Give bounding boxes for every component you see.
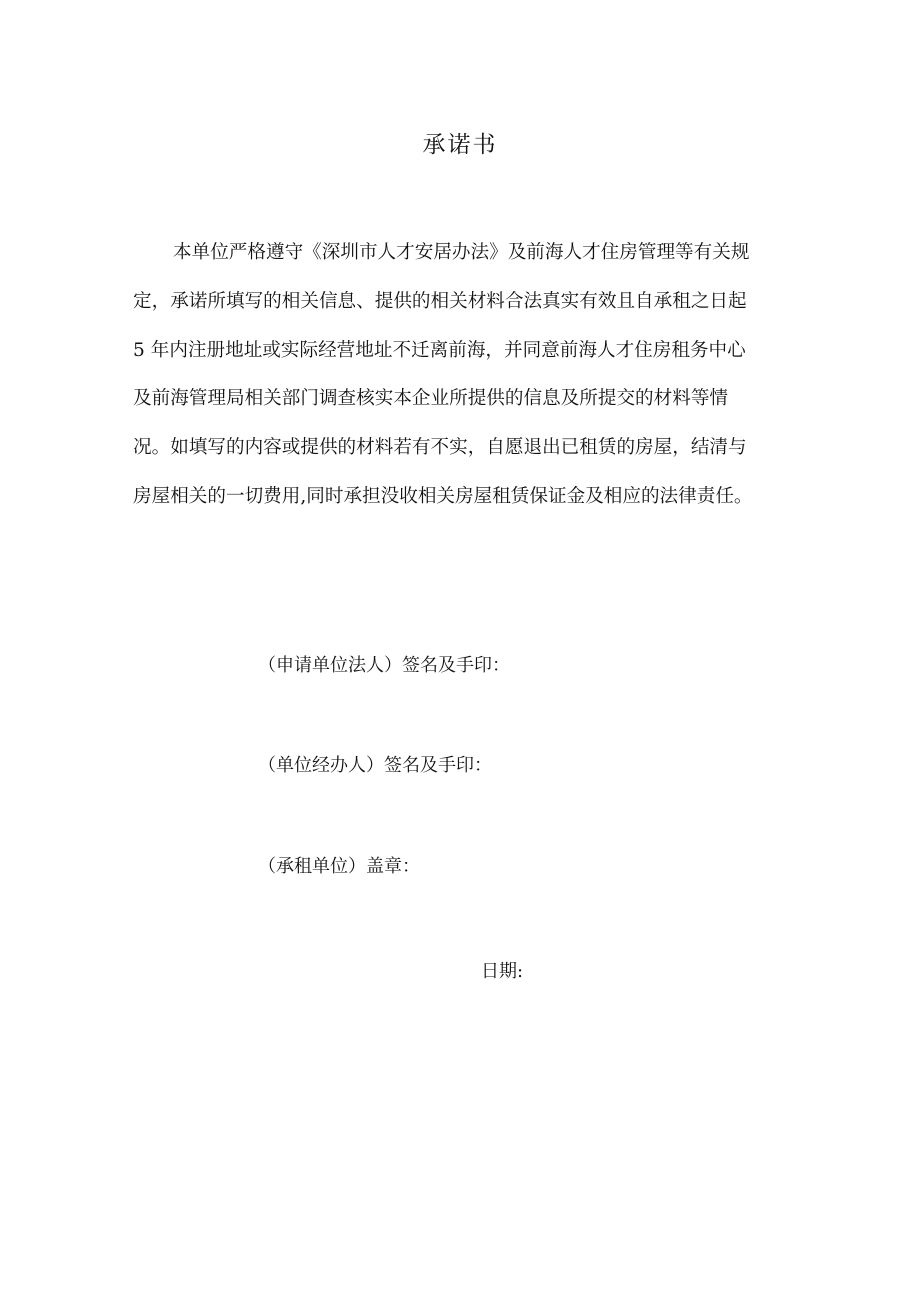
handler-signature-label: （单位经办人）签名及手印： [258, 755, 492, 776]
paragraph-line: 房屋相关的一切费用,同时承担没收相关房屋租赁保证金及相应的法律责任。 [133, 485, 753, 507]
paragraph-line: 定，承诺所填写的相关信息、提供的相关材料合法真实有效且自承租之日起 [133, 290, 747, 312]
commitment-paragraph [133, 229, 793, 522]
paragraph-line: 况。如填写的内容或提供的材料若有不实，自愿退出已租赁的房屋，结清与 [133, 437, 747, 459]
paragraph-line: 及前海管理局相关部门调查核实本企业所提供的信息及所提交的材料等情 [133, 388, 729, 410]
company-seal-label: （承租单位）盖章： [258, 856, 420, 877]
paragraph-line: 本单位严格遵守《深圳市人才安居办法》及前海人才住房管理等有关规 [173, 242, 750, 263]
date-label: 日期: [481, 961, 524, 982]
document-title: 承诺书 [422, 132, 498, 158]
paragraph-line: 5 年内注册地址或实际经营地址不迁离前海，并同意前海人才住房租务中心 [133, 339, 746, 361]
legal-person-signature-label: （申请单位法人）签名及手印： [258, 655, 510, 676]
